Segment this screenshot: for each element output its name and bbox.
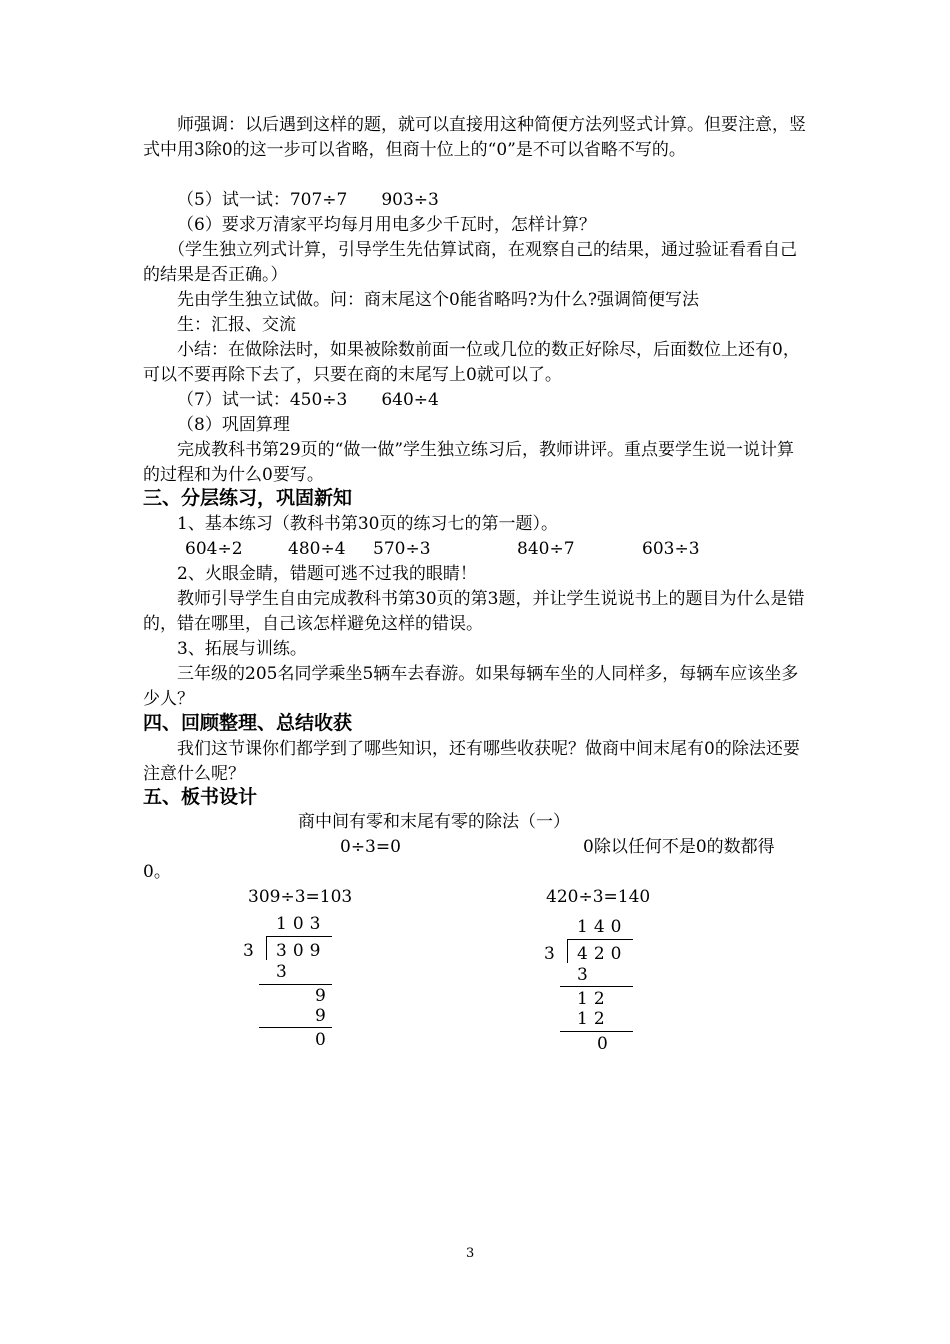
trial-question-line: 先由学生独立试做。问：商末尾这个0能省略吗?为什么?强调简便写法: [177, 290, 700, 310]
left-divisor: 3: [243, 941, 260, 961]
right-divisor: 3: [544, 944, 561, 964]
right-quotient: 140: [577, 917, 628, 937]
extension-line: 3、拓展与训练。: [177, 639, 307, 659]
right-step-line-1: [560, 986, 633, 987]
right-dividend: 420: [577, 944, 628, 964]
right-equation: 420÷3=140: [546, 887, 651, 907]
right-division-bracket: [567, 939, 568, 963]
exercise-1: 604÷2: [185, 539, 243, 559]
report-line: 生：汇报、交流: [177, 315, 296, 335]
left-quotient: 103: [276, 914, 327, 934]
page-number: 3: [466, 1246, 475, 1261]
left-division-bracket: [266, 936, 267, 960]
left-step-3: 9: [315, 1006, 332, 1026]
student-note-paragraph: （学生独立列式计算，引导学生先估算试商，在观察自己的结果，通过验证看看自己的结果是否正确。）: [143, 240, 797, 285]
right-step-line-2: [560, 1031, 633, 1032]
section-3-heading: 三、分层练习，巩固新知: [143, 487, 353, 509]
exercise-5: 603÷3: [642, 539, 700, 559]
question-6-line: （6）要求万清家平均每月用电多少千瓦时，怎样计算？: [177, 215, 596, 235]
exercise-3: 570÷3: [373, 539, 431, 559]
spot-error-paragraph: 教师引导学生自由完成教科书第30页的第3题，并让学生说说书上的题目为什么是错的，错在哪里，自己该怎样避免这样的错误。: [143, 589, 805, 634]
left-step-2: 9: [315, 986, 332, 1006]
spot-error-line: 2、火眼金睛，错题可逃不过我的眼睛！: [177, 564, 477, 584]
consolidate-8-line: （8）巩固算理: [177, 415, 290, 435]
basic-practice-line: 1、基本练习（教科书第30页的练习七的第一题）。: [177, 514, 558, 534]
right-remainder: 0: [597, 1034, 614, 1054]
section-4-heading: 四、回顾整理、总结收获: [143, 712, 353, 734]
zero-rule-text-cont: 0。: [143, 862, 171, 882]
teacher-emphasis-paragraph: 师强调：以后遇到这样的题，就可以直接用这种简便方法列竖式计算。但要注意，竖式中用3除0的这一步可以省略，但商十位上的“0”是不可以省略不写的。: [143, 115, 806, 160]
left-division-bar: [266, 936, 332, 937]
left-step-line-2: [259, 1027, 332, 1028]
right-step-3: 12: [577, 1009, 611, 1029]
review-paragraph: 我们这节课你们都学到了哪些知识，还有哪些收获呢？做商中间末尾有0的除法还要注意什么呢？: [143, 739, 800, 784]
left-remainder: 0: [315, 1030, 332, 1050]
exercise-2: 480÷4: [288, 539, 346, 559]
zero-rule-equation: 0÷3=0: [340, 837, 401, 857]
textbook-practice-paragraph: 完成教科书第29页的“做一做”学生独立练习后，教师讲评。重点要学生说一说计算的过程和为什么0要写。: [143, 440, 795, 485]
try-5-line: （5）试一试：707÷7 903÷3: [177, 190, 439, 210]
left-step-1: 3: [276, 962, 293, 982]
extension-paragraph: 三年级的205名同学乘坐5辆车去春游。如果每辆车坐的人同样多，每辆车应该坐多少人？: [143, 664, 799, 709]
left-dividend: 309: [276, 941, 327, 961]
exercise-4: 840÷7: [517, 539, 575, 559]
section-5-heading: 五、板书设计: [143, 786, 258, 808]
left-equation: 309÷3=103: [248, 887, 353, 907]
right-step-1: 3: [577, 965, 594, 985]
right-step-2: 12: [577, 989, 611, 1009]
board-title: 商中间有零和末尾有零的除法（一）: [298, 812, 570, 832]
try-7-line: （7）试一试：450÷3 640÷4: [177, 390, 439, 410]
right-division-bar: [567, 939, 633, 940]
zero-rule-text: 0除以任何不是0的数都得: [583, 837, 775, 857]
summary-paragraph: 小结：在做除法时，如果被除数前面一位或几位的数正好除尽，后面数位上还有0，可以不要再除下去了，只要在商的末尾写上0就可以了。: [143, 340, 800, 385]
